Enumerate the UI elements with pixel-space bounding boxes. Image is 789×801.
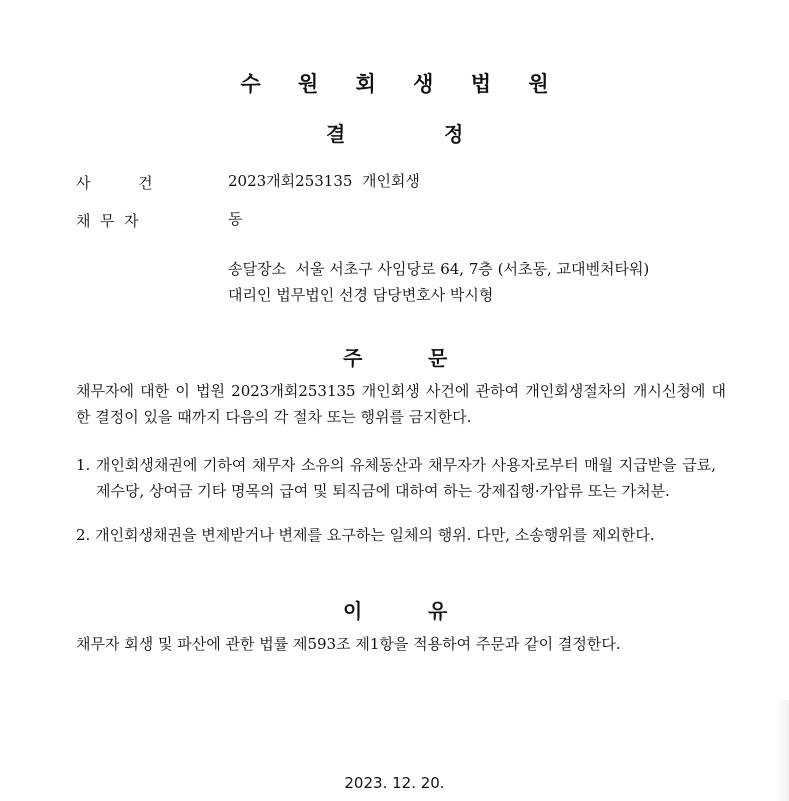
decision-date: 2023. 12. 20. [344, 774, 445, 792]
case-number: 2023개회253135 개인회생 [228, 172, 420, 190]
debtor-label: 채 무 자 [76, 212, 139, 230]
doc-type-heading-right: 정 [444, 122, 464, 146]
order-item-1: 1. 개인회생채권에 기하여 채무자 소유의 유체동산과 채무자가 사용자로부터 매월 지급받을 급료, 제수당, 상여금 기타 명목의 급여 및 퇴직금에 대하여 하는 강제집행·가압류 또는 가처분. [76, 456, 716, 500]
debtor-name: 동 [228, 210, 243, 228]
reason-paragraph: 채무자 회생 및 파산에 관한 법률 제593조 제1항을 적용하여 주문과 같이 결정한다. [76, 635, 621, 653]
case-label: 사 건 [76, 174, 153, 192]
service-address: 송달장소 서울 서초구 사임당로 64, 7층 (서초동, 교대벤처타워) [228, 260, 650, 278]
court-name: 수 원 회 생 법 원 [240, 72, 564, 96]
reason-heading-right: 유 [428, 599, 448, 623]
legal-representative: 대리인 법무법인 선경 담당변호사 박시형 [228, 286, 494, 304]
order-item-2: 2. 개인회생채권을 변제받거나 변제를 요구하는 일체의 행위. 다만, 소송행위를 제외한다. [76, 526, 655, 544]
reason-heading-left: 이 [343, 599, 363, 623]
order-heading-right: 문 [428, 346, 448, 370]
order-heading-left: 주 [343, 346, 363, 370]
doc-type-heading-left: 결 [326, 122, 346, 146]
order-intro-paragraph: 채무자에 대한 이 법원 2023개회253135 개인회생 사건에 관하여 개인회생절차의 개시신청에 대한 결정이 있을 때까지 다음의 각 절차 또는 행위를 금지한다. [76, 382, 726, 426]
page-edge-shadow [775, 700, 789, 801]
